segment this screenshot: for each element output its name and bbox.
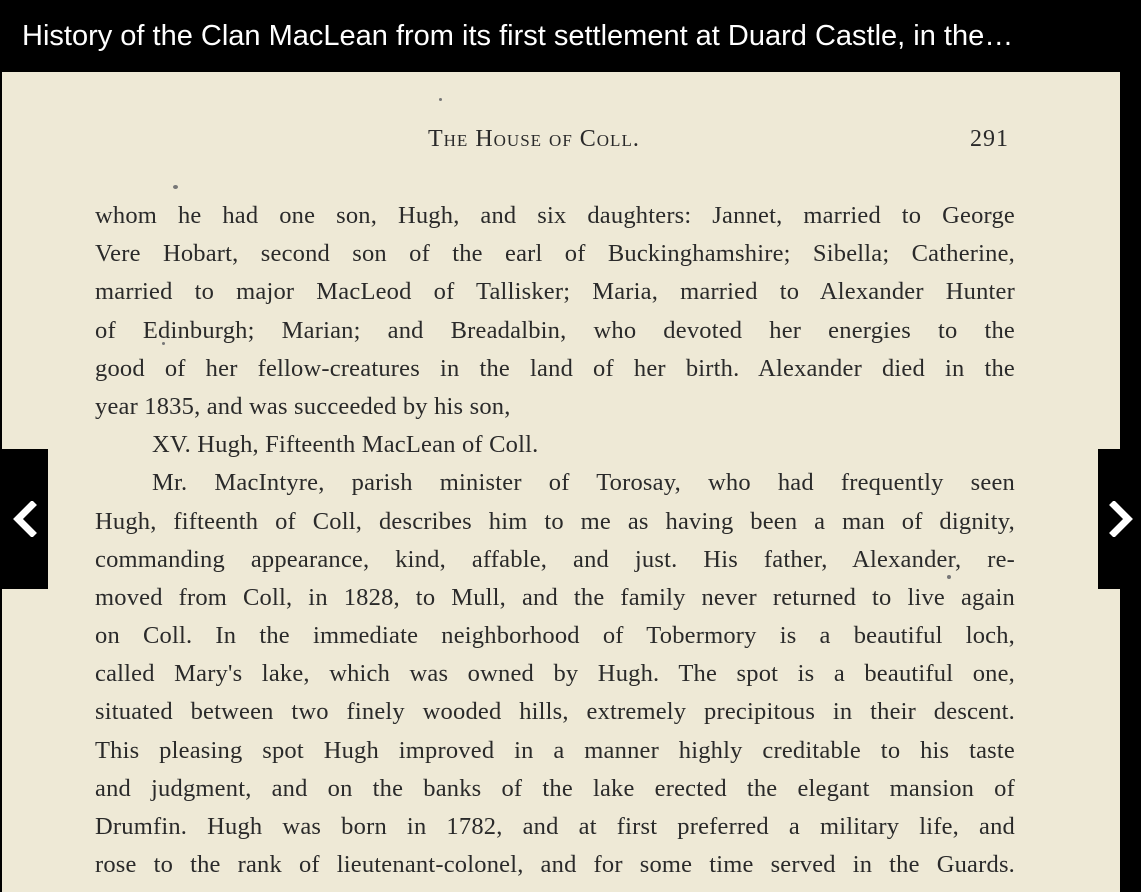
text-line: year 1835, and was succeeded by his son, [95,392,511,420]
text-line: called Mary's lake, which was owned by Hugh. The spot is a beautiful one, [95,660,1015,688]
text-line: of Edinburgh; Marian; and Breadalbin, who devoted her energies to the [95,316,1015,344]
text-line: Mr. MacIntyre, parish minister of Torosay, who had frequently seen [152,469,1015,497]
text-line: moved from Coll, in 1828, to Mull, and the family never returned to live again [95,583,1015,611]
text-line: Vere Hobart, second son of the earl of Buckinghamshire; Sibella; Catherine, [95,240,1015,268]
text-line: Drumfin. Hugh was born in 1782, and at first preferred a military life, and [95,813,1015,840]
chevron-left-icon [10,501,38,537]
book-title: History of the Clan MacLean from its first settlement at Duard Castle, in the… [0,0,1141,72]
running-head-title: The House of Coll. [428,126,640,152]
chevron-right-icon [1106,501,1134,537]
book-page [2,72,1120,892]
text-line: situated between two finely wooded hills, extremely precipitous in their descent. [95,698,1015,726]
text-line: and judgment, and on the banks of the lake erected the elegant mansion of [95,774,1015,802]
next-page-button[interactable] [1098,449,1141,589]
text-line: This pleasing spot Hugh improved in a manner highly creditable to his taste [95,736,1015,764]
text-line: commanding appearance, kind, affable, and just. His father, Alexander, re- [95,545,1015,573]
text-line: Hugh, fifteenth of Coll, describes him to me as having been a man of dignity, [95,507,1015,535]
page-speck [439,98,442,101]
text-line: married to major MacLeod of Tallisker; Maria, married to Alexander Hunter [95,278,1015,306]
text-line: good of her fellow-creatures in the land of her birth. Alexander died in the [95,354,1015,382]
text-line: rose to the rank of lieutenant-colonel, and for some time served in the Guards. [95,851,1015,879]
page-speck [173,185,178,189]
section-heading: XV. Hugh, Fifteenth MacLean of Coll. [152,431,539,459]
previous-page-button[interactable] [0,449,48,589]
page-body-text [95,197,1015,884]
running-head [2,126,1120,158]
page-number: 291 [970,126,1009,152]
text-line: whom he had one son, Hugh, and six daughters: Jannet, married to George [95,202,1015,229]
text-line: on Coll. In the immediate neighborhood of Tobermory is a beautiful loch, [95,622,1015,650]
